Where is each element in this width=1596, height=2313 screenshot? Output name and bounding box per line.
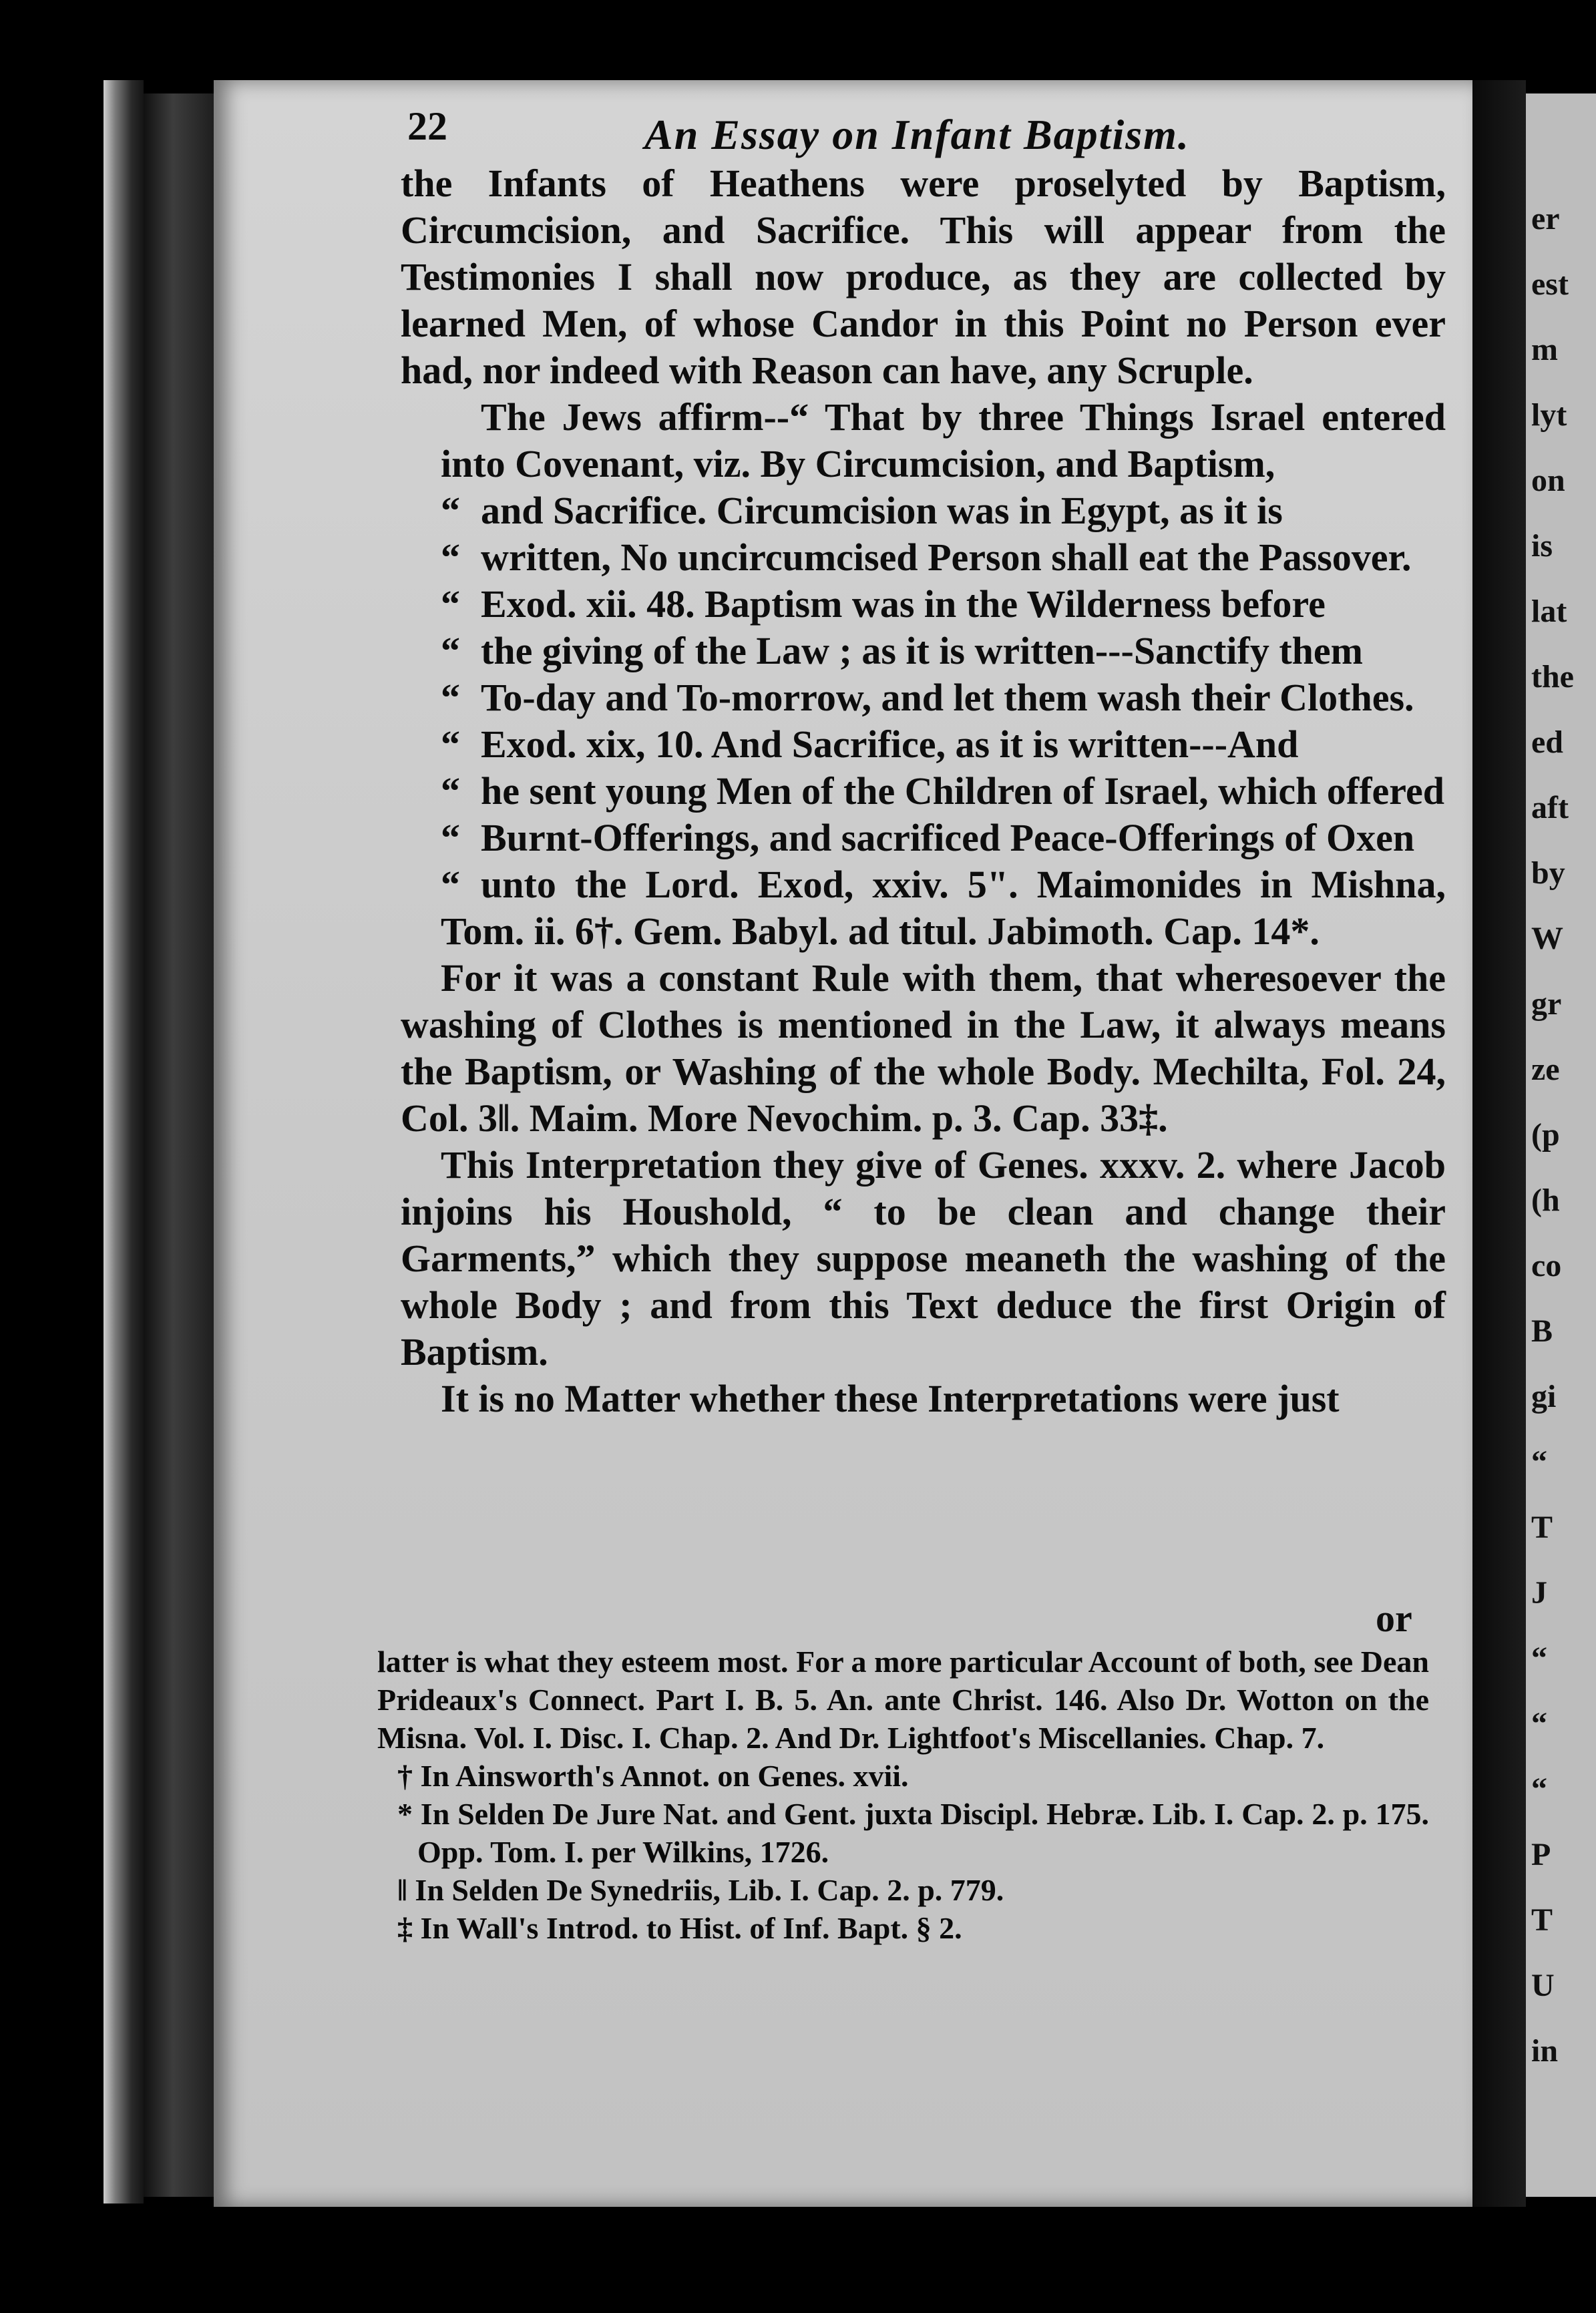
quote-line: “ written, No uncircumcised Person shall eat the Passover. xyxy=(401,534,1446,581)
facing-page-fragment: “ xyxy=(1531,1641,1547,1676)
facing-page-fragment: J xyxy=(1531,1575,1547,1611)
facing-page-fragment: gr xyxy=(1531,986,1562,1022)
running-head: An Essay on Infant Baptism. xyxy=(644,111,1190,158)
quote-line: “ To-day and To-morrow, and let them wash their Clothes. xyxy=(401,674,1446,721)
footnotes xyxy=(377,1643,1429,1947)
quote-line: “ he sent young Men of the Children of Israel, which offered xyxy=(401,768,1446,815)
facing-page-fragment: “ xyxy=(1531,1706,1547,1741)
quote-line: “ Exod. xii. 48. Baptism was in the Wilderness before xyxy=(401,581,1446,628)
quote-line: “ unto the Lord. Exod, xxiv. 5". Maimonides in Mishna, Tom. ii. 6†. Gem. Babyl. ad titul. Jabimoth. Cap. 14*. xyxy=(401,861,1446,955)
facing-page-fragment: “ xyxy=(1531,1444,1547,1480)
quote-line: “ Exod. xix, 10. And Sacrifice, as it is written---And xyxy=(401,721,1446,768)
facing-page-fragment: co xyxy=(1531,1248,1562,1283)
facing-page-fragment: U xyxy=(1531,1968,1555,2003)
facing-page-fragment: the xyxy=(1531,659,1574,694)
facing-page-fragment: (h xyxy=(1531,1183,1560,1218)
quote-line: The Jews affirm--“ That by three Things Israel entered into Covenant, viz. By Circumcision, and Baptism, xyxy=(441,395,1446,485)
page-number: 22 xyxy=(407,104,447,148)
facing-page-fragment: m xyxy=(1531,332,1558,367)
page-stack-edge xyxy=(104,80,144,2203)
paragraph-4: This Interpretation they give of Genes. xxxv. 2. where Jacob injoins his Houshold, “ to be clean and change their Garments,” which they suppose meaneth the washing of the whole Body ; and from this Text deduce the first Origin of Baptism. xyxy=(401,1143,1446,1374)
facing-page-fragment: T xyxy=(1531,1510,1553,1545)
quote-line: “ Burnt-Offerings, and sacrificed Peace-Offerings of Oxen xyxy=(401,815,1446,861)
facing-page-fragment: in xyxy=(1531,2033,1559,2069)
paragraph-5: It is no Matter whether these Interpretations were just xyxy=(441,1377,1340,1420)
footnote-parallel: ‖ In Selden De Synedriis, Lib. I. Cap. 2. p. 779. xyxy=(397,1873,1004,1907)
facing-page-edge xyxy=(1526,93,1596,2197)
quote-line: “ the giving of the Law ; as it is written---Sanctify them xyxy=(401,628,1446,674)
facing-page-fragment: lyt xyxy=(1531,397,1567,433)
footnote-dagger: † In Ainsworth's Annot. on Genes. xvii. xyxy=(397,1759,909,1793)
facing-page-fragment: (p xyxy=(1531,1117,1560,1152)
catchword: or xyxy=(1376,1597,1412,1640)
footnote-double-dagger: ‡ In Wall's Introd. to Hist. of Inf. Bapt. § 2. xyxy=(397,1911,962,1945)
center-gutter xyxy=(1472,80,1526,2207)
facing-page-fragment: by xyxy=(1531,855,1565,891)
paragraph-1: the Infants of Heathens were proselyted by Baptism, Circumcision, and Sacrifice. This will appear from the Testimonies I shall now produce, as they are collected by learned Men, of whose Candor in this Point no Person ever had, nor indeed with Reason can have, any Scruple. xyxy=(401,162,1446,392)
facing-page-fragment: ze xyxy=(1531,1052,1560,1087)
quote-block xyxy=(401,394,1446,955)
facing-page-fragment: lat xyxy=(1531,594,1567,629)
facing-page-fragment: on xyxy=(1531,463,1565,498)
facing-page-fragment: aft xyxy=(1531,790,1569,825)
facing-page-fragment: “ xyxy=(1531,1771,1547,1807)
facing-page-fragment: est xyxy=(1531,266,1569,302)
facing-page-fragment: T xyxy=(1531,1902,1553,1938)
facing-page-fragment: er xyxy=(1531,201,1560,236)
paragraph-3: For it was a constant Rule with them, that wheresoever the washing of Clothes is mentioned in the Law, it always means the Baptism, or Washing of the whole Body. Mechilta, Fol. 24, Col. 3‖. Maim. More Nevochim. p. 3. Cap. 33‡. xyxy=(401,956,1446,1140)
facing-page-fragment: ed xyxy=(1531,724,1563,760)
facing-page-fragment: gi xyxy=(1531,1379,1557,1414)
footnote-asterisk: * In Selden De Jure Nat. and Gent. juxta Discipl. Hebræ. Lib. I. Cap. 2. p. 175. Opp. Tom. I. per Wilkins, 1726. xyxy=(397,1797,1429,1869)
quote-line: “ and Sacrifice. Circumcision was in Egypt, as it is xyxy=(401,487,1446,534)
facing-page-fragment: W xyxy=(1531,921,1563,956)
main-text xyxy=(401,160,1446,1422)
facing-page-fragment: is xyxy=(1531,528,1553,564)
facing-page-fragment: B xyxy=(1531,1313,1553,1349)
binding-shadow xyxy=(144,93,217,2197)
footnote-continued: latter is what they esteem most. For a more particular Account of both, see Dean Prideaux's Connect. Part I. B. 5. An. ante Christ. 146. Also Dr. Wotton on the Misna. Vol. I. Disc. I. Chap. 2. And Dr. Lightfoot's Miscellanies. Chap. 7. xyxy=(377,1645,1429,1755)
facing-page-fragment: P xyxy=(1531,1837,1551,1872)
